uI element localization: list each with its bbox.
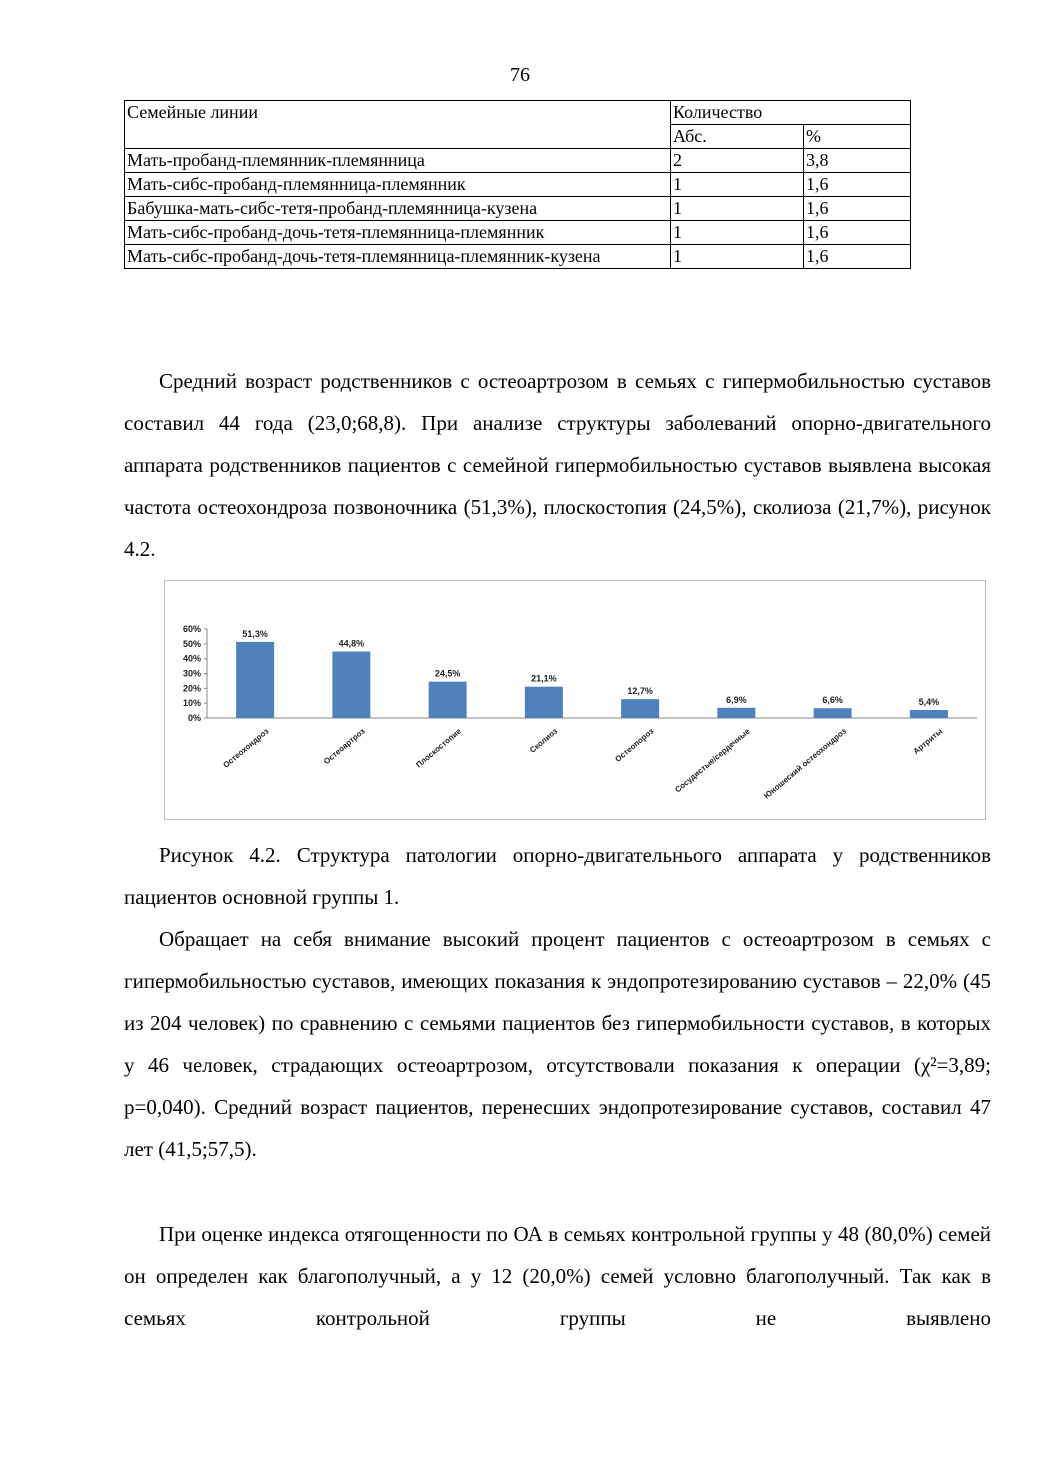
data-label: 6,9% (726, 694, 747, 705)
cell-line: Мать-пробанд-племянник-племянница (125, 149, 671, 173)
y-tick-label: 30% (182, 668, 201, 679)
table-row (125, 245, 911, 269)
cell-line: Мать-сибс-пробанд-дочь-тетя-племянница-племянник-кузена (125, 245, 671, 269)
chart-figure-4-2 (164, 580, 986, 820)
paragraph-2-text: Обращает на себя внимание высокий процент пациентов с остеоартрозом в семьях с гипермобильностью суставов, имеющих показания к эндопротезированию суставов – 22,0% (45 из 204 человек) по сравнению с семьями пациентов без гипермобильности суставов, в которых у 46 человек, страдающих остеоартрозом, отсутствовали показания к операции (χ²=3,89; p=0,040). Средний возраст пациентов, перенесших эндопротезирование суставов, составил 47 лет (41,5;57,5). (124, 927, 991, 1161)
header-pct: % (804, 125, 911, 149)
header-abs: Абс. (671, 125, 804, 149)
paragraph-2 (124, 918, 991, 1170)
bar (814, 708, 852, 718)
cell-abs: 1 (671, 173, 804, 197)
cell-line: Мать-сибс-пробанд-дочь-тетя-племянница-племянник (125, 221, 671, 245)
y-tick-label: 0% (187, 713, 201, 723)
page-number: 76 (510, 64, 530, 86)
cell-abs: 1 (671, 221, 804, 245)
cell-pct: 1,6 (804, 245, 911, 269)
y-tick-label: 10% (182, 698, 201, 709)
y-tick-label: 60% (182, 624, 201, 634)
header-family-lines: Семейные линии (125, 101, 671, 149)
data-label: 6,6% (822, 695, 843, 706)
data-label: 24,5% (434, 668, 461, 679)
cell-pct: 3,8 (804, 149, 911, 173)
cell-line: Мать-сибс-пробанд-племянница-племянник (125, 173, 671, 197)
x-tick-label: Остеопороз (613, 726, 656, 764)
bar (236, 642, 274, 718)
x-tick-label: Плоскостопие (414, 726, 463, 770)
bar (910, 710, 948, 718)
header-quantity: Количество (671, 101, 911, 125)
cell-abs: 1 (671, 245, 804, 269)
paragraph-1-text: Средний возраст родственников с остеоартрозом в семьях с гипермобильностью суставов составил 44 года (23,0;68,8). При анализе структуры заболеваний опорно-двигательного аппарата родственников пациентов с семейной гипермобильностью суставов выявлена высокая частота остеохондроза позвоночника (51,3%), плоскостопия (24,5%), сколиоза (21,7%), рисунок 4.2. (124, 369, 991, 561)
figure-caption (124, 834, 991, 918)
bar (525, 687, 563, 718)
paragraph-3-text: При оценке индекса отягощенности по ОА в семьях контрольной группы у 48 (80,0%) семей он определен как благополучный, а у 12 (20,0%) семей условно благополучный. Так как в семьях контрольной группы не выявлено (124, 1222, 991, 1330)
x-tick-label: Остеохондроз (221, 726, 271, 770)
data-label: 44,8% (338, 638, 365, 649)
bar (621, 699, 659, 718)
data-label: 51,3% (242, 628, 268, 639)
x-tick-label: Сосудистые/сердечные (673, 726, 752, 795)
paragraph-3 (124, 1213, 991, 1339)
cell-pct: 1,6 (804, 197, 911, 221)
x-tick-label: Артриты (911, 726, 945, 757)
data-label: 12,7% (627, 686, 653, 697)
y-tick-label: 50% (182, 638, 201, 649)
figure-caption-text: Рисунок 4.2. Структура патологии опорно-двигательнього аппарата у родственников пациентов основной группы 1. (124, 843, 991, 909)
cell-pct: 1,6 (804, 173, 911, 197)
cell-pct: 1,6 (804, 221, 911, 245)
table-row (125, 149, 911, 173)
y-tick-label: 40% (182, 653, 201, 664)
data-label: 21,1% (531, 673, 557, 684)
family-lines-table (124, 100, 911, 269)
y-tick-label: 20% (182, 683, 201, 694)
x-tick-label: Сколиоз (528, 726, 560, 755)
x-tick-label: Юношеский остеохондроз (762, 726, 848, 801)
table-row (125, 173, 911, 197)
paragraph-1 (124, 360, 991, 570)
cell-line: Бабушка-мать-сибс-тетя-пробанд-племянница-кузена (125, 197, 671, 221)
data-label: 5,4% (918, 696, 940, 707)
table-row (125, 221, 911, 245)
table-row (125, 197, 911, 221)
x-tick-label: Остеоартроз (322, 726, 367, 767)
bar-chart (165, 581, 987, 821)
bar (717, 708, 755, 718)
bar (429, 682, 467, 718)
cell-abs: 2 (671, 149, 804, 173)
bar (332, 652, 370, 718)
cell-abs: 1 (671, 197, 804, 221)
